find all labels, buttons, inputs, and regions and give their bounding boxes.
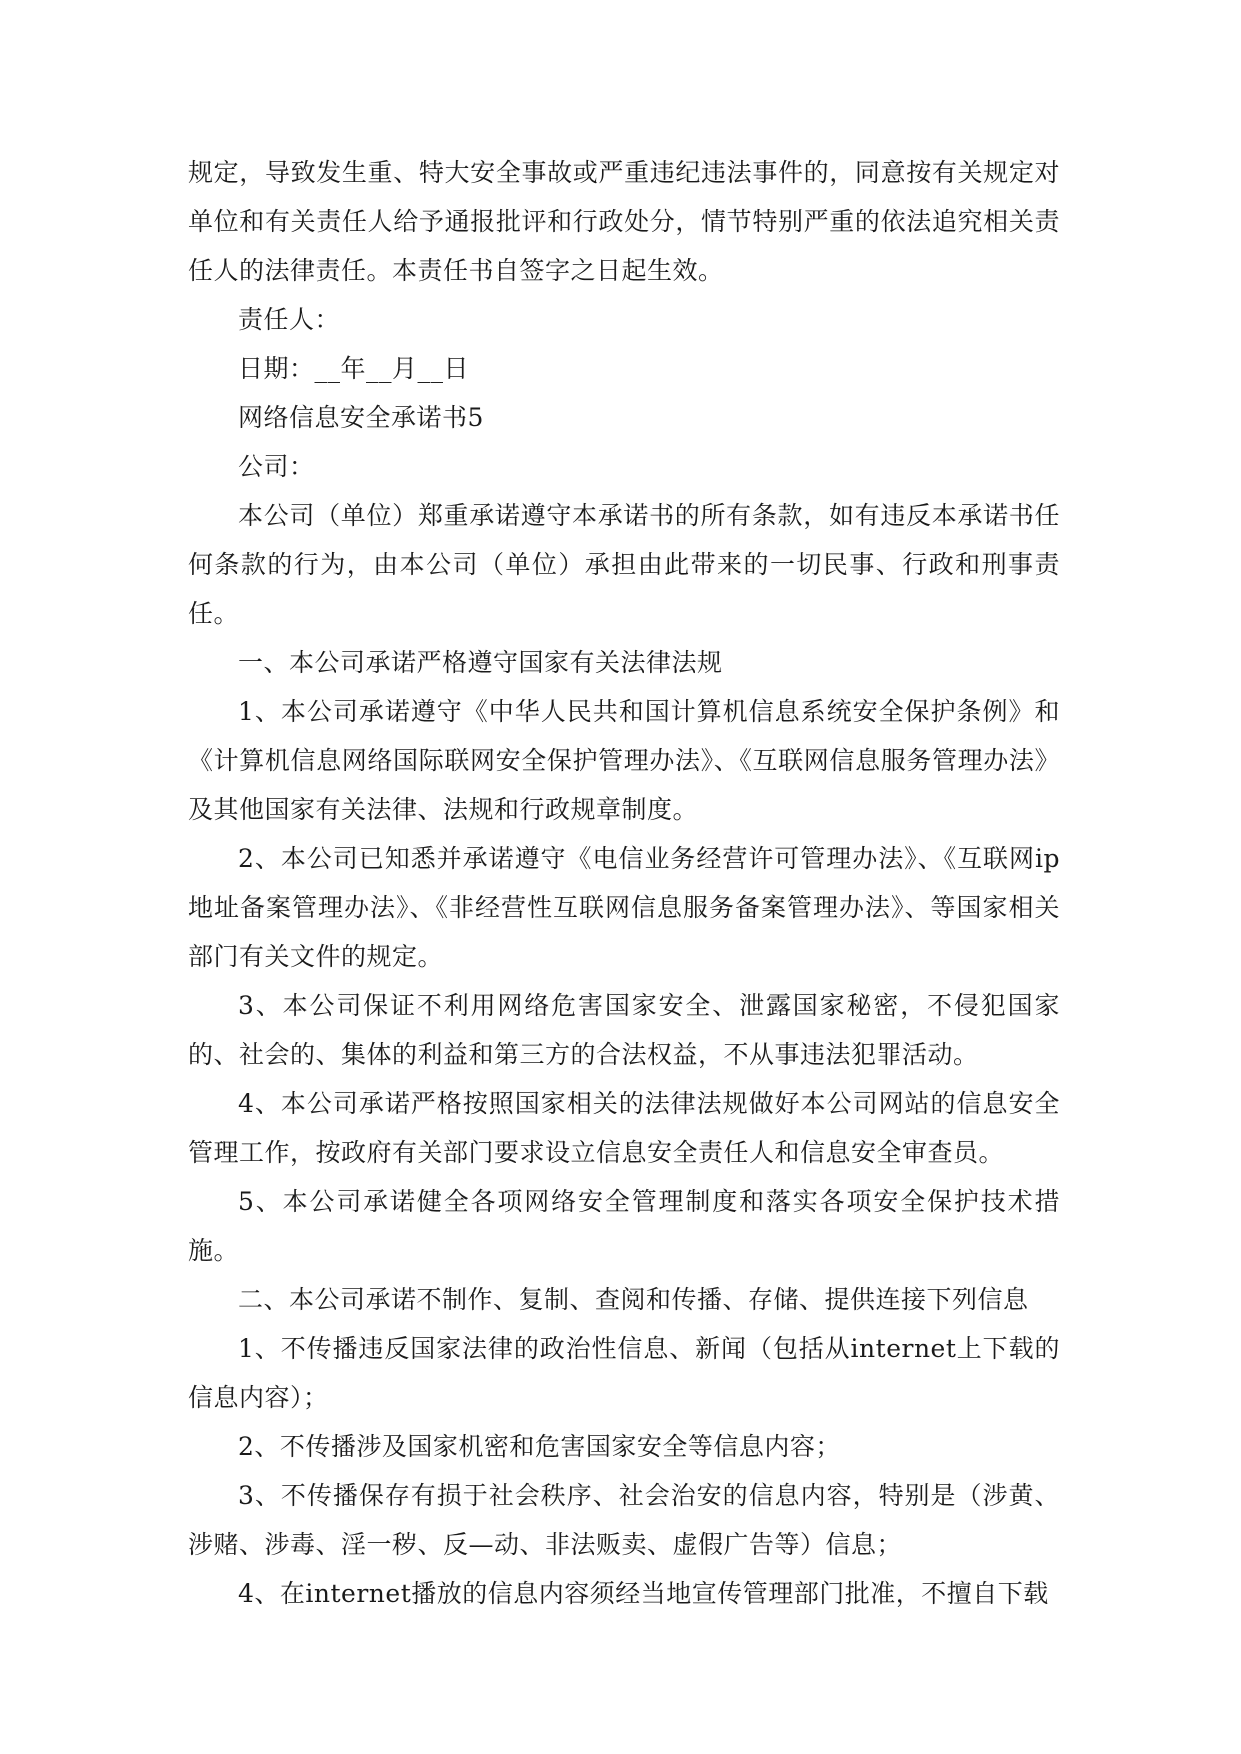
heading-part-one: 一、本公司承诺严格遵守国家有关法律法规 xyxy=(238,648,723,677)
list-item: 1、本公司承诺遵守《中华人民共和国计算机信息系统安全保护条例》和《计算机信息网络国际联网安全保护管理办法》、《互联网信息服务管理办法》及其他国家有关法律、法规和行政规章制度。 xyxy=(188,697,1060,824)
list-item: 1、不传播违反国家法律的政治性信息、新闻（包括从internet上下载的信息内容）； xyxy=(188,1334,1060,1412)
list-item: 2、不传播涉及国家机密和危害国家安全等信息内容； xyxy=(238,1432,841,1461)
document-page xyxy=(188,148,1060,1618)
list-item: 2、本公司已知悉并承诺遵守《电信业务经营许可管理办法》、《互联网ip地址备案管理办法》、《非经营性互联网信息服务备案管理办法》、等国家相关部门有关文件的规定。 xyxy=(188,844,1060,971)
list-item: 4、在internet播放的信息内容须经当地宣传管理部门批准，不擅自下载 xyxy=(238,1579,1049,1608)
section-title: 网络信息安全承诺书5 xyxy=(238,403,484,432)
list-item: 3、本公司保证不利用网络危害国家安全、泄露国家秘密，不侵犯国家的、社会的、集体的利益和第三方的合法权益，不从事违法犯罪活动。 xyxy=(188,991,1060,1069)
signatory-line: 责任人： xyxy=(238,305,341,334)
heading-part-two: 二、本公司承诺不制作、复制、查阅和传播、存储、提供连接下列信息 xyxy=(238,1285,1029,1314)
list-item: 5、本公司承诺健全各项网络安全管理制度和落实各项安全保护技术措施。 xyxy=(188,1187,1060,1265)
paragraph-continued-clause: 规定，导致发生重、特大安全事故或严重违纪违法事件的，同意按有关规定对单位和有关责任人给予通报批评和行政处分，情节特别严重的依法追究相关责任人的法律责任。本责任书自签字之日起生效。 xyxy=(188,158,1060,285)
list-item: 3、不传播保存有损于社会秩序、社会治安的信息内容，特别是（涉黄、涉赌、涉毒、淫一秽、反—动、非法贩卖、虚假广告等）信息； xyxy=(188,1481,1060,1559)
date-line: 日期：__年__月__日 xyxy=(238,354,470,383)
addressee-line: 公司： xyxy=(238,452,315,481)
paragraph-preamble: 本公司（单位）郑重承诺遵守本承诺书的所有条款，如有违反本承诺书任何条款的行为，由本公司（单位）承担由此带来的一切民事、行政和刑事责任。 xyxy=(188,501,1060,628)
list-item: 4、本公司承诺严格按照国家相关的法律法规做好本公司网站的信息安全管理工作，按政府有关部门要求设立信息安全责任人和信息安全审查员。 xyxy=(188,1089,1060,1167)
